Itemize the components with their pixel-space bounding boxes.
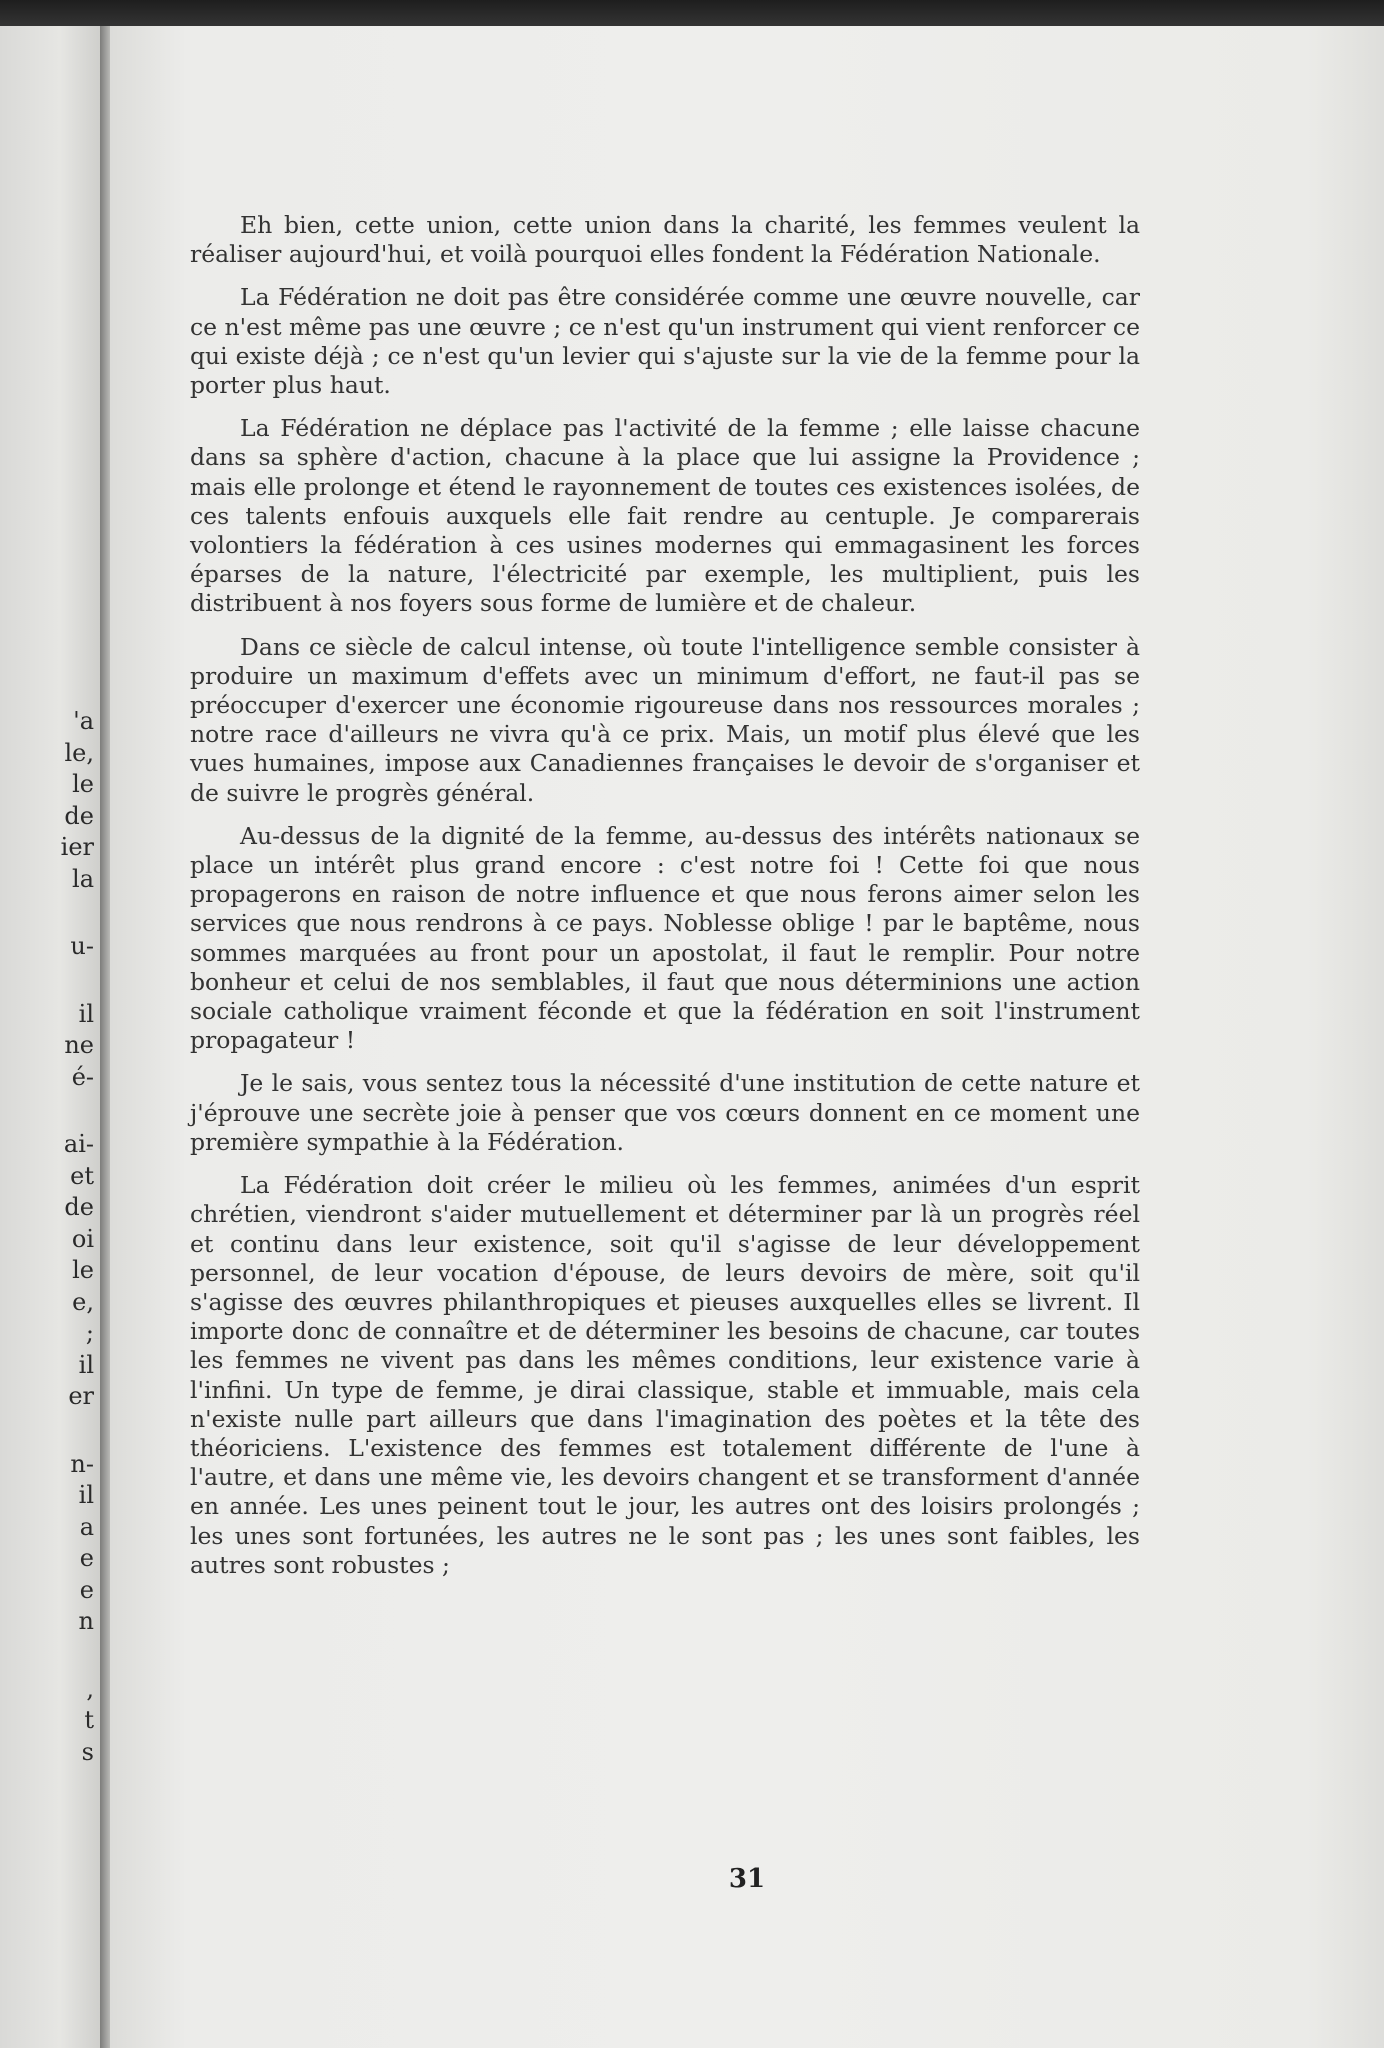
paragraph: La Fédération doit créer le milieu où les femmes, animées d'un esprit chrétien, viendront s'aider mutuellement et déterminer par là un progrès réel et continu dans leur existence, soit qu'il s'agisse de leur développement personnel, de leur vocation d'épouse, de leurs devoirs de mère, soit qu'il s'agisse des œuvres philanthropiques et pieuses auxquelles elles se livrent. Il importe donc de connaître et de déterminer les besoins de chacune, car toutes les femmes ne vivent pas dans les mêmes conditions, leur existence varie à l'infini. Un type de femme, je dirai classique, stable et immuable, mais cela n'existe nulle part ailleurs que dans l'imagination des poètes et la tête des théoriciens. L'existence des femmes est totalement différente de l'une à l'autre, et dans une même vie, les devoirs changent et se transforment d'année en année. Les unes peinent tout le jour, les autres ont des loisirs prolongés ; les unes sont fortunées, les autres ne le sont pas ; les unes sont faibles, les autres sont robustes ; <box>190 1171 1140 1579</box>
paragraph: La Fédération ne déplace pas l'activité de la femme ; elle laisse chacune dans sa sphère d'action, chacune à la place que lui assigne la Providence ; mais elle prolonge et étend le rayonnement de toutes ces existences isolées, de ces talents enfouis auxquels elle fait rendre au centuple. Je comparerais volontiers la fédération à ces usines modernes qui emmagasinent les forces éparses de la nature, l'électricité par exemple, les multiplient, puis les distribuent à nos foyers sous forme de lumière et de chaleur. <box>190 414 1140 618</box>
facing-page-fragment: le <box>72 770 94 798</box>
facing-page-gap <box>0 1093 94 1129</box>
facing-page-fragment: er <box>68 1382 94 1410</box>
facing-page-fragment: é- <box>71 1062 94 1091</box>
paragraph: Je le sais, vous sentez tous la nécessité d'une institution de cette nature et j'éprouve une secrète joie à penser que vos cœurs donnent en ce moment une première sympathie à la Fédération. <box>190 1069 1140 1156</box>
paragraph: La Fédération ne doit pas être considérée comme une œuvre nouvelle, car ce n'est même pas une œuvre ; ce n'est qu'un instrument qui vient renforcer ce qui existe déjà ; ce n'est qu'un levier qui s'ajuste sur la vie de la femme pour la porter plus haut. <box>190 283 1141 400</box>
facing-page-fragment: e <box>79 1575 94 1604</box>
page-number: 31 <box>728 1864 766 1894</box>
facing-page-fragment: n- <box>70 1449 94 1478</box>
facing-page-fragment: ne <box>64 1031 94 1059</box>
facing-page-text <box>0 706 100 1768</box>
facing-page-fragment: s <box>81 1737 94 1766</box>
paragraph: Au-dessus de la dignité de la femme, au-dessus des intérêts nationaux se place un intérêt plus grand encore : c'est notre foi ! Cette foi que nous propagerons en raison de notre influence et que nous ferons aimer selon les services que nous rendrons à ce pays. Noblesse oblige ! par le baptême, nous sommes marquées au front pour un apostolat, il faut le remplir. Pour notre bonheur et celui de nos semblables, il faut que nous déterminions une action sociale catholique vraiment féconde et que la fédération en soit l'instrument propagateur ! <box>190 821 1140 1055</box>
facing-page-fragment: u- <box>70 932 94 960</box>
facing-page-fragment: , <box>86 1674 94 1703</box>
body-text <box>190 211 1140 1594</box>
facing-page-gap <box>0 1638 94 1674</box>
document-page <box>110 26 1384 2048</box>
facing-page-fragment: de <box>64 1193 94 1221</box>
book-spine <box>100 26 110 2048</box>
facing-page-fragment: t <box>84 1706 94 1734</box>
facing-page-gap <box>0 895 94 931</box>
facing-page-fragment: le, <box>64 738 94 767</box>
facing-page-fragment: ier <box>60 833 94 861</box>
facing-page-fragment: ; <box>85 1319 94 1347</box>
facing-page-fragment: la <box>72 864 94 893</box>
paragraph: Eh bien, cette union, cette union dans la charité, les femmes veulent la réaliser aujourd'hui, et voilà pourquoi elles fondent la Fédération Nationale. <box>190 211 1140 269</box>
facing-page-fragment: e <box>79 1544 94 1572</box>
facing-page-fragment: 'a <box>73 707 94 735</box>
facing-page-edge <box>0 26 100 2048</box>
facing-page-fragment: le <box>72 1256 94 1284</box>
facing-page-fragment: il <box>78 1481 94 1509</box>
facing-page-fragment: a <box>79 1512 94 1541</box>
facing-page-fragment: n <box>78 1607 94 1635</box>
facing-page-fragment: il <box>78 1350 94 1379</box>
facing-page-gap <box>0 1413 94 1449</box>
paragraph: Dans ce siècle de calcul intense, où toute l'intelligence semble consister à produire un maximum d'effets avec un minimum d'effort, ne faut-il pas se préoccuper d'exercer une économie rigoureuse dans nos ressources morales ; notre race d'ailleurs ne vivra qu'à ce prix. Mais, un motif plus élevé que les vues humaines, impose aux Canadiennes françaises le devoir de s'organiser et de suivre le progrès général. <box>190 632 1140 807</box>
facing-page-gap <box>0 963 94 999</box>
facing-page-fragment: et <box>70 1161 94 1190</box>
facing-page-fragment: il <box>78 999 94 1028</box>
facing-page-fragment: oi <box>71 1224 94 1253</box>
facing-page-fragment: e, <box>72 1287 94 1316</box>
facing-page-fragment: de <box>64 801 94 830</box>
facing-page-fragment: ai- <box>63 1130 94 1158</box>
